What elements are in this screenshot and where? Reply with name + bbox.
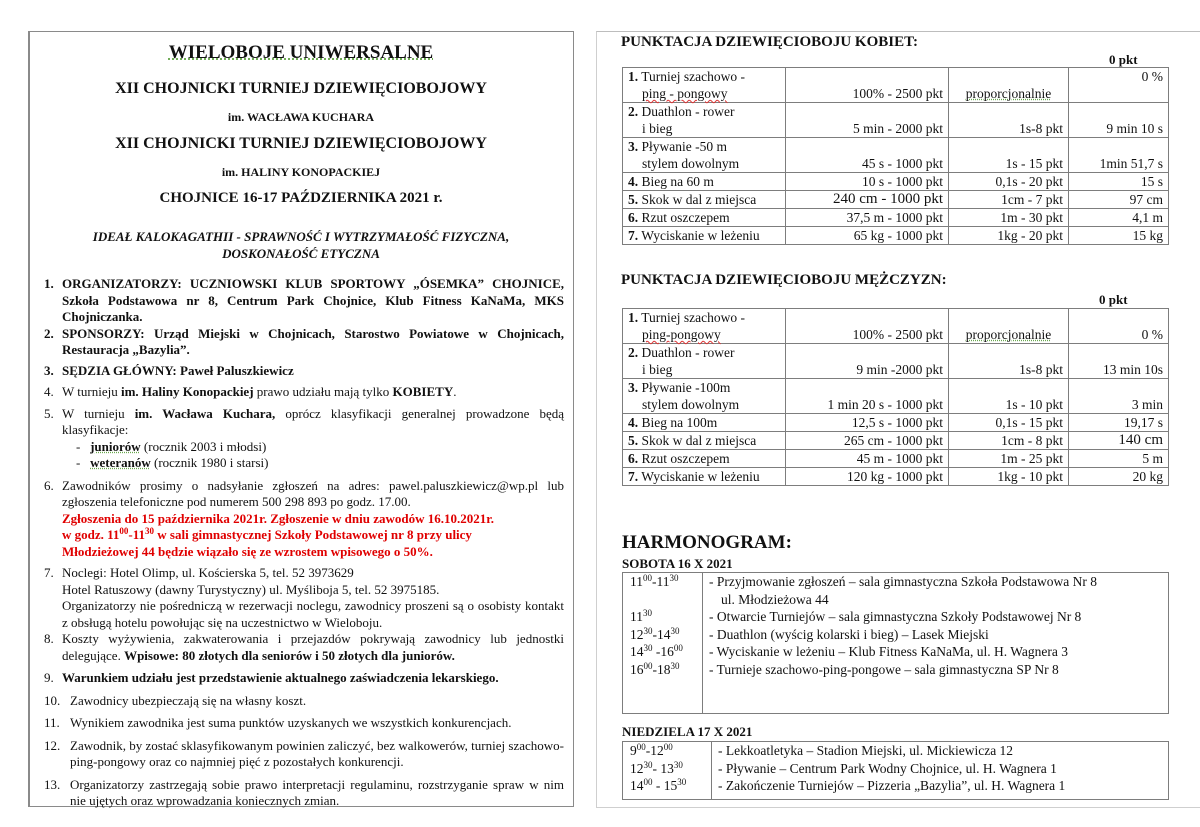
item-number: 12.: [44, 737, 61, 753]
item-number: 11.: [44, 715, 60, 730]
event-cell: 6. Rzut oszczepem: [623, 209, 786, 227]
sub-item-bold: juniorów: [90, 438, 141, 454]
zero-points-cell: 9 min 10 s: [1069, 103, 1169, 138]
event-cell: 3. Pływanie -50 m stylem dowolnym: [623, 138, 786, 173]
max-points-cell: 1 min 20 s - 1000 pkt: [786, 379, 949, 414]
zero-points-cell: 0 %: [1069, 309, 1169, 344]
item-text: UCZNIOWSKI KLUB SPORTOWY „ÓSEMKA” CHOJNICE, Szkoła Podstawowa nr 8, Centrum Park Chojnice, Klub Fitness KaNaMa, MKS Chojniczanka.: [62, 276, 564, 324]
step-cell: 1kg - 20 pkt: [949, 227, 1069, 245]
item-number: 10.: [44, 692, 61, 708]
item-number: 6.: [44, 477, 54, 493]
list-item: [44, 276, 564, 326]
time-column: [623, 742, 712, 799]
item-number: 13.: [44, 776, 61, 792]
item-number: 4.: [44, 384, 54, 399]
activity: - Wyciskanie w leżeniu – Klub Fitness KaNaMa, ul. H. Wagnera 3: [709, 644, 1069, 659]
time-slot: $12^{30}-14^{30}$: [630, 625, 680, 642]
max-points-cell: 9 min -2000 pkt: [786, 344, 949, 379]
item-text: Koszty wyżywienia, zakwaterowania i przejazdów pokrywają zawodnicy lub jednostki delegujące.: [62, 631, 564, 663]
item-number: 7.: [44, 565, 54, 580]
item-text: W turnieju: [62, 384, 118, 399]
item-label: SĘDZIA GŁÓWNY:: [62, 362, 177, 378]
activity: - Duathlon (wyścig kolarski i bieg) – Lasek Miejski: [709, 626, 989, 642]
item-number: 9.: [44, 670, 54, 685]
women-scoring-table: [622, 67, 1169, 245]
time-slot: $11^{30}$: [630, 608, 652, 624]
event-cell: 4. Bieg na 60 m: [623, 173, 786, 191]
saturday-label: SOBOTA 16 X 2021: [622, 556, 733, 571]
deadline-notice: Zgłoszenia do 15 października 2021r. Zgłoszenie w dniu zawodów 16.10.2021r.: [62, 510, 495, 526]
item-bold: KOBIETY: [392, 384, 454, 399]
event-cell: 1. Turniej szachowo - ping - pongowy: [623, 68, 786, 103]
doc-title: WIELOBOJE UNIWERSALNE: [168, 42, 434, 63]
step-cell: 0,1s - 15 pkt: [949, 414, 1069, 432]
zero-points-cell: 140 cm: [1069, 432, 1169, 450]
item-text: Zawodnik, by zostać sklasyfikowanym powinien zaliczyć, bez walkowerów, turniej szachowo-ping-pongowy oraz co najmniej pięć z pozostałych konkurencji.: [70, 737, 564, 769]
zero-points-cell: 4,1 m: [1069, 209, 1169, 227]
lodging-line: Hotel Ratuszowy (dawny Turystyczny) ul. Myśliboja 5, tel. 52 3975185.: [62, 581, 440, 597]
patron-1: im. WACŁAWA KUCHARA: [227, 110, 375, 124]
schedule-heading: HARMONOGRAM:: [622, 532, 792, 553]
event-cell: 7. Wyciskanie w leżeniu: [623, 227, 786, 245]
step-cell: 1m - 30 pkt: [949, 209, 1069, 227]
max-points-cell: 45 s - 1000 pkt: [786, 138, 949, 173]
list-item: [44, 693, 564, 710]
list-item: [44, 670, 564, 687]
step-cell: 1m - 25 pkt: [949, 450, 1069, 468]
zero-points-cell: 15 kg: [1069, 227, 1169, 245]
late-text: -11: [128, 527, 146, 542]
list-item: [44, 326, 564, 359]
item-bold: Warunkiem udziału jest przedstawienie aktualnego zaświadczenia lekarskiego.: [62, 670, 499, 685]
table-row: [623, 414, 1169, 432]
step-cell: 1s - 15 pkt: [949, 138, 1069, 173]
item-number: 2.: [44, 325, 54, 341]
lodging-line: Noclegi: Hotel Olimp, ul. Kościerska 5, tel. 52 3973629: [62, 565, 354, 580]
step-cell: 1s-8 pkt: [949, 103, 1069, 138]
saturday-schedule: [622, 572, 1169, 714]
table-row: [623, 450, 1169, 468]
item-bold: im. Wacława Kuchara,: [134, 405, 276, 421]
sunday-schedule: [622, 741, 1169, 800]
table-row: [623, 173, 1169, 191]
max-points-cell: 100% - 2500 pkt: [786, 309, 949, 344]
women-zero-points-label: 0 pkt: [1109, 52, 1138, 67]
time-slot: $12^{30}-$ $13^{30}$: [630, 759, 683, 776]
sub-item-text: (rocznik 1980 i starsi): [154, 455, 269, 470]
step-cell: 1s-8 pkt: [949, 344, 1069, 379]
men-zero-points-label: 0 pkt: [1099, 292, 1128, 307]
zero-points-cell: 0 %: [1069, 68, 1169, 103]
item-text: .: [453, 384, 457, 399]
item-text: Paweł Paluszkiewicz: [180, 362, 294, 378]
sub-item-juniors: - juniorów (rocznik 2003 i młodsi): [76, 438, 267, 454]
event-cell: 6. Rzut oszczepem: [623, 450, 786, 468]
table-row: [623, 103, 1169, 138]
table-row: [623, 432, 1169, 450]
table-row: [623, 138, 1169, 173]
step-cell: 0,1s - 20 pkt: [949, 173, 1069, 191]
max-points-cell: 12,5 s - 1000 pkt: [786, 414, 949, 432]
late-text: w godz. 11: [62, 527, 120, 542]
event-cell: 4. Bieg na 100m: [623, 414, 786, 432]
time-slot: $14^{00} - 15^{30}$: [630, 777, 687, 793]
list-item: [44, 777, 564, 810]
event-cell: 5. Skok w dal z miejsca: [623, 432, 786, 450]
men-scoring-table: [622, 308, 1169, 486]
event-cell: 5. Skok w dal z miejsca: [623, 191, 786, 209]
item-text: Organizatorzy zastrzegają sobie prawo interpretacji regulaminu, rozstrzyganie spraw w nim nie ujętych oraz wprowadzania koniecznych zmian.: [70, 776, 564, 808]
step-cell: proporcjonalnie: [949, 309, 1069, 344]
women-scoring-heading: PUNKTACJA DZIEWIĘCIOBOJU KOBIET:: [621, 34, 918, 50]
time-slot: $16^{00}-18^{30}$: [630, 660, 680, 677]
tournament-title-2: XII CHOJNICKI TURNIEJ DZIEWIĘCIOBOJOWY: [115, 135, 487, 152]
list-item: [44, 384, 564, 401]
table-row: [623, 344, 1169, 379]
regulations-list: [44, 276, 564, 810]
time-column: [623, 573, 703, 713]
item-number: 5.: [44, 405, 54, 421]
list-item: [44, 363, 564, 380]
item-text: Wynikiem zawodnika jest suma punktów uzyskanych we wszystkich konkurencjach.: [70, 715, 512, 730]
patron-2: im. HALINY KONOPACKIEJ: [221, 165, 381, 179]
max-points-cell: 65 kg - 1000 pkt: [786, 227, 949, 245]
motto-line-2: DOSKONAŁOŚĆ ETYCZNA: [222, 246, 380, 261]
zero-points-cell: 19,17 s: [1069, 414, 1169, 432]
item-number: 1.: [44, 276, 54, 291]
activity: - Pływanie – Centrum Park Wodny Chojnice, ul. H. Wagnera 1: [718, 760, 1057, 776]
motto: [28, 228, 574, 262]
time-slot: $11^{00}-11^{30}$: [630, 573, 679, 589]
max-points-cell: 10 s - 1000 pkt: [786, 173, 949, 191]
late-registration-notice: [62, 527, 564, 544]
item-text: oprócz klasyfikacji generalnej prowadzone będą klasyfikacje:: [62, 405, 564, 437]
step-cell: 1s - 10 pkt: [949, 379, 1069, 414]
tournament-title-1: XII CHOJNICKI TURNIEJ DZIEWIĘCIOBOJOWY: [115, 80, 487, 97]
list-item: [44, 565, 564, 631]
activity-column: [703, 573, 1097, 713]
zero-points-cell: 5 m: [1069, 450, 1169, 468]
activity: - Turnieje szachowo-ping-pongowe – sala gimnastyczna SP Nr 8: [709, 661, 1059, 677]
zero-points-cell: 13 min 10s: [1069, 344, 1169, 379]
list-item: [44, 715, 564, 732]
item-bold: im. Haliny Konopackiej: [120, 384, 254, 399]
item-text: Zawodników prosimy o nadsyłanie zgłoszeń na adres: pawel.paluszkiewicz@wp.pl lub zgłoszenia telefoniczne pod numerem 500 298 893 po godz. 17.00.: [62, 477, 564, 509]
late-fee-notice: Młodzieżowej 44 będzie wiązało się ze wzrostem wpisowego o 50%.: [62, 543, 433, 559]
item-label: SPONSORZY:: [62, 325, 145, 341]
step-cell: 1cm - 8 pkt: [949, 432, 1069, 450]
time-sup: 30: [145, 526, 155, 536]
step-cell: 1cm - 7 pkt: [949, 191, 1069, 209]
men-scoring-heading: PUNKTACJA DZIEWIĘCIOBOJU MĘŻCZYZN:: [621, 272, 947, 288]
late-text: w sali gimnastycznej Szkoły Podstawowej nr 8 przy ulicy: [154, 527, 472, 542]
zero-points-cell: 1min 51,7 s: [1069, 138, 1169, 173]
list-item: [44, 478, 564, 561]
zero-points-cell: 97 cm: [1069, 191, 1169, 209]
max-points-cell: 120 kg - 1000 pkt: [786, 468, 949, 486]
max-points-cell: 240 cm - 1000 pkt: [786, 191, 949, 209]
event-cell: 1. Turniej szachowo - ping-pongowy: [623, 309, 786, 344]
time-sup: 00: [119, 526, 129, 536]
activity-address: ul. Młodzieżowa 44: [721, 591, 829, 607]
zero-points-cell: 20 kg: [1069, 468, 1169, 486]
item-number: 3.: [44, 362, 54, 378]
motto-line-1: IDEAŁ KALOKAGATHII - SPRAWNOŚĆ I WYTRZYMAŁOŚĆ FIZYCZNA,: [92, 229, 510, 244]
sub-item-veterans: - weteranów (rocznik 1980 i starsi): [76, 455, 269, 470]
time-slot: $9^{00}-12^{00}$: [630, 742, 673, 758]
sunday-label: NIEDZIELA 17 X 2021: [622, 724, 753, 739]
max-points-cell: 37,5 m - 1000 pkt: [786, 209, 949, 227]
table-row: [623, 68, 1169, 103]
max-points-cell: 45 m - 1000 pkt: [786, 450, 949, 468]
table-row: [623, 379, 1169, 414]
lodging-line: Organizatorzy nie pośredniczą w rezerwacji noclegu, zawodnicy proszeni są o osobisty kontakt z obsługą hotelu powołując się na uczestnictwo w Wieloboju.: [62, 598, 564, 630]
event-cell: 2. Duathlon - rower i bieg: [623, 103, 786, 138]
activity: - Otwarcie Turniejów – sala gimnastyczna Szkoły Podstawowej Nr 8: [709, 609, 1082, 624]
step-cell: proporcjonalnie: [949, 68, 1069, 103]
list-item: [44, 406, 564, 472]
table-row: [623, 309, 1169, 344]
activity: - Zakończenie Turniejów – Pizzeria „Bazylia”, ul. H. Wagnera 1: [718, 778, 1066, 793]
max-points-cell: 100% - 2500 pkt: [786, 68, 949, 103]
item-number: 8.: [44, 631, 54, 646]
activity: - Lekkoatletyka – Stadion Miejski, ul. Mickiewicza 12: [718, 743, 1014, 758]
place-date: CHOJNICE 16-17 PAŹDZIERNIKA 2021 r.: [159, 190, 443, 206]
event-cell: 2. Duathlon - rower i bieg: [623, 344, 786, 379]
list-item: [44, 738, 564, 771]
item-text: Zawodnicy ubezpieczają się na własny koszt.: [70, 692, 307, 708]
event-cell: 7. Wyciskanie w leżeniu: [623, 468, 786, 486]
table-row: [623, 468, 1169, 486]
item-text: Urząd Miejski w Chojnicach, Starostwo Powiatowe w Chojnicach, Restauracja „Bazylia”.: [62, 325, 565, 357]
entry-fee: Wpisowe: 80 złotych dla seniorów i 50 złotych dla juniorów.: [124, 647, 455, 663]
table-row: [623, 227, 1169, 245]
zero-points-cell: 3 min: [1069, 379, 1169, 414]
sub-item-text: (rocznik 2003 i młodsi): [143, 438, 267, 454]
item-text: prawo udziału mają tylko: [256, 384, 390, 399]
step-cell: 1kg - 10 pkt: [949, 468, 1069, 486]
list-item: [44, 631, 564, 664]
table-row: [623, 191, 1169, 209]
activity-column: [712, 742, 1065, 799]
sub-item-bold: weteranów: [90, 455, 151, 470]
max-points-cell: 5 min - 2000 pkt: [786, 103, 949, 138]
max-points-cell: 265 cm - 1000 pkt: [786, 432, 949, 450]
time-slot: $14^{30}$ $-16^{00}$: [630, 643, 683, 659]
item-text: W turnieju: [62, 405, 125, 421]
zero-points-cell: 15 s: [1069, 173, 1169, 191]
table-row: [623, 209, 1169, 227]
event-cell: 3. Pływanie -100m stylem dowolnym: [623, 379, 786, 414]
item-label: ORGANIZATORZY:: [62, 276, 182, 291]
activity: - Przyjmowanie zgłoszeń – sala gimnastyczna Szkoła Podstawowa Nr 8: [709, 574, 1098, 589]
